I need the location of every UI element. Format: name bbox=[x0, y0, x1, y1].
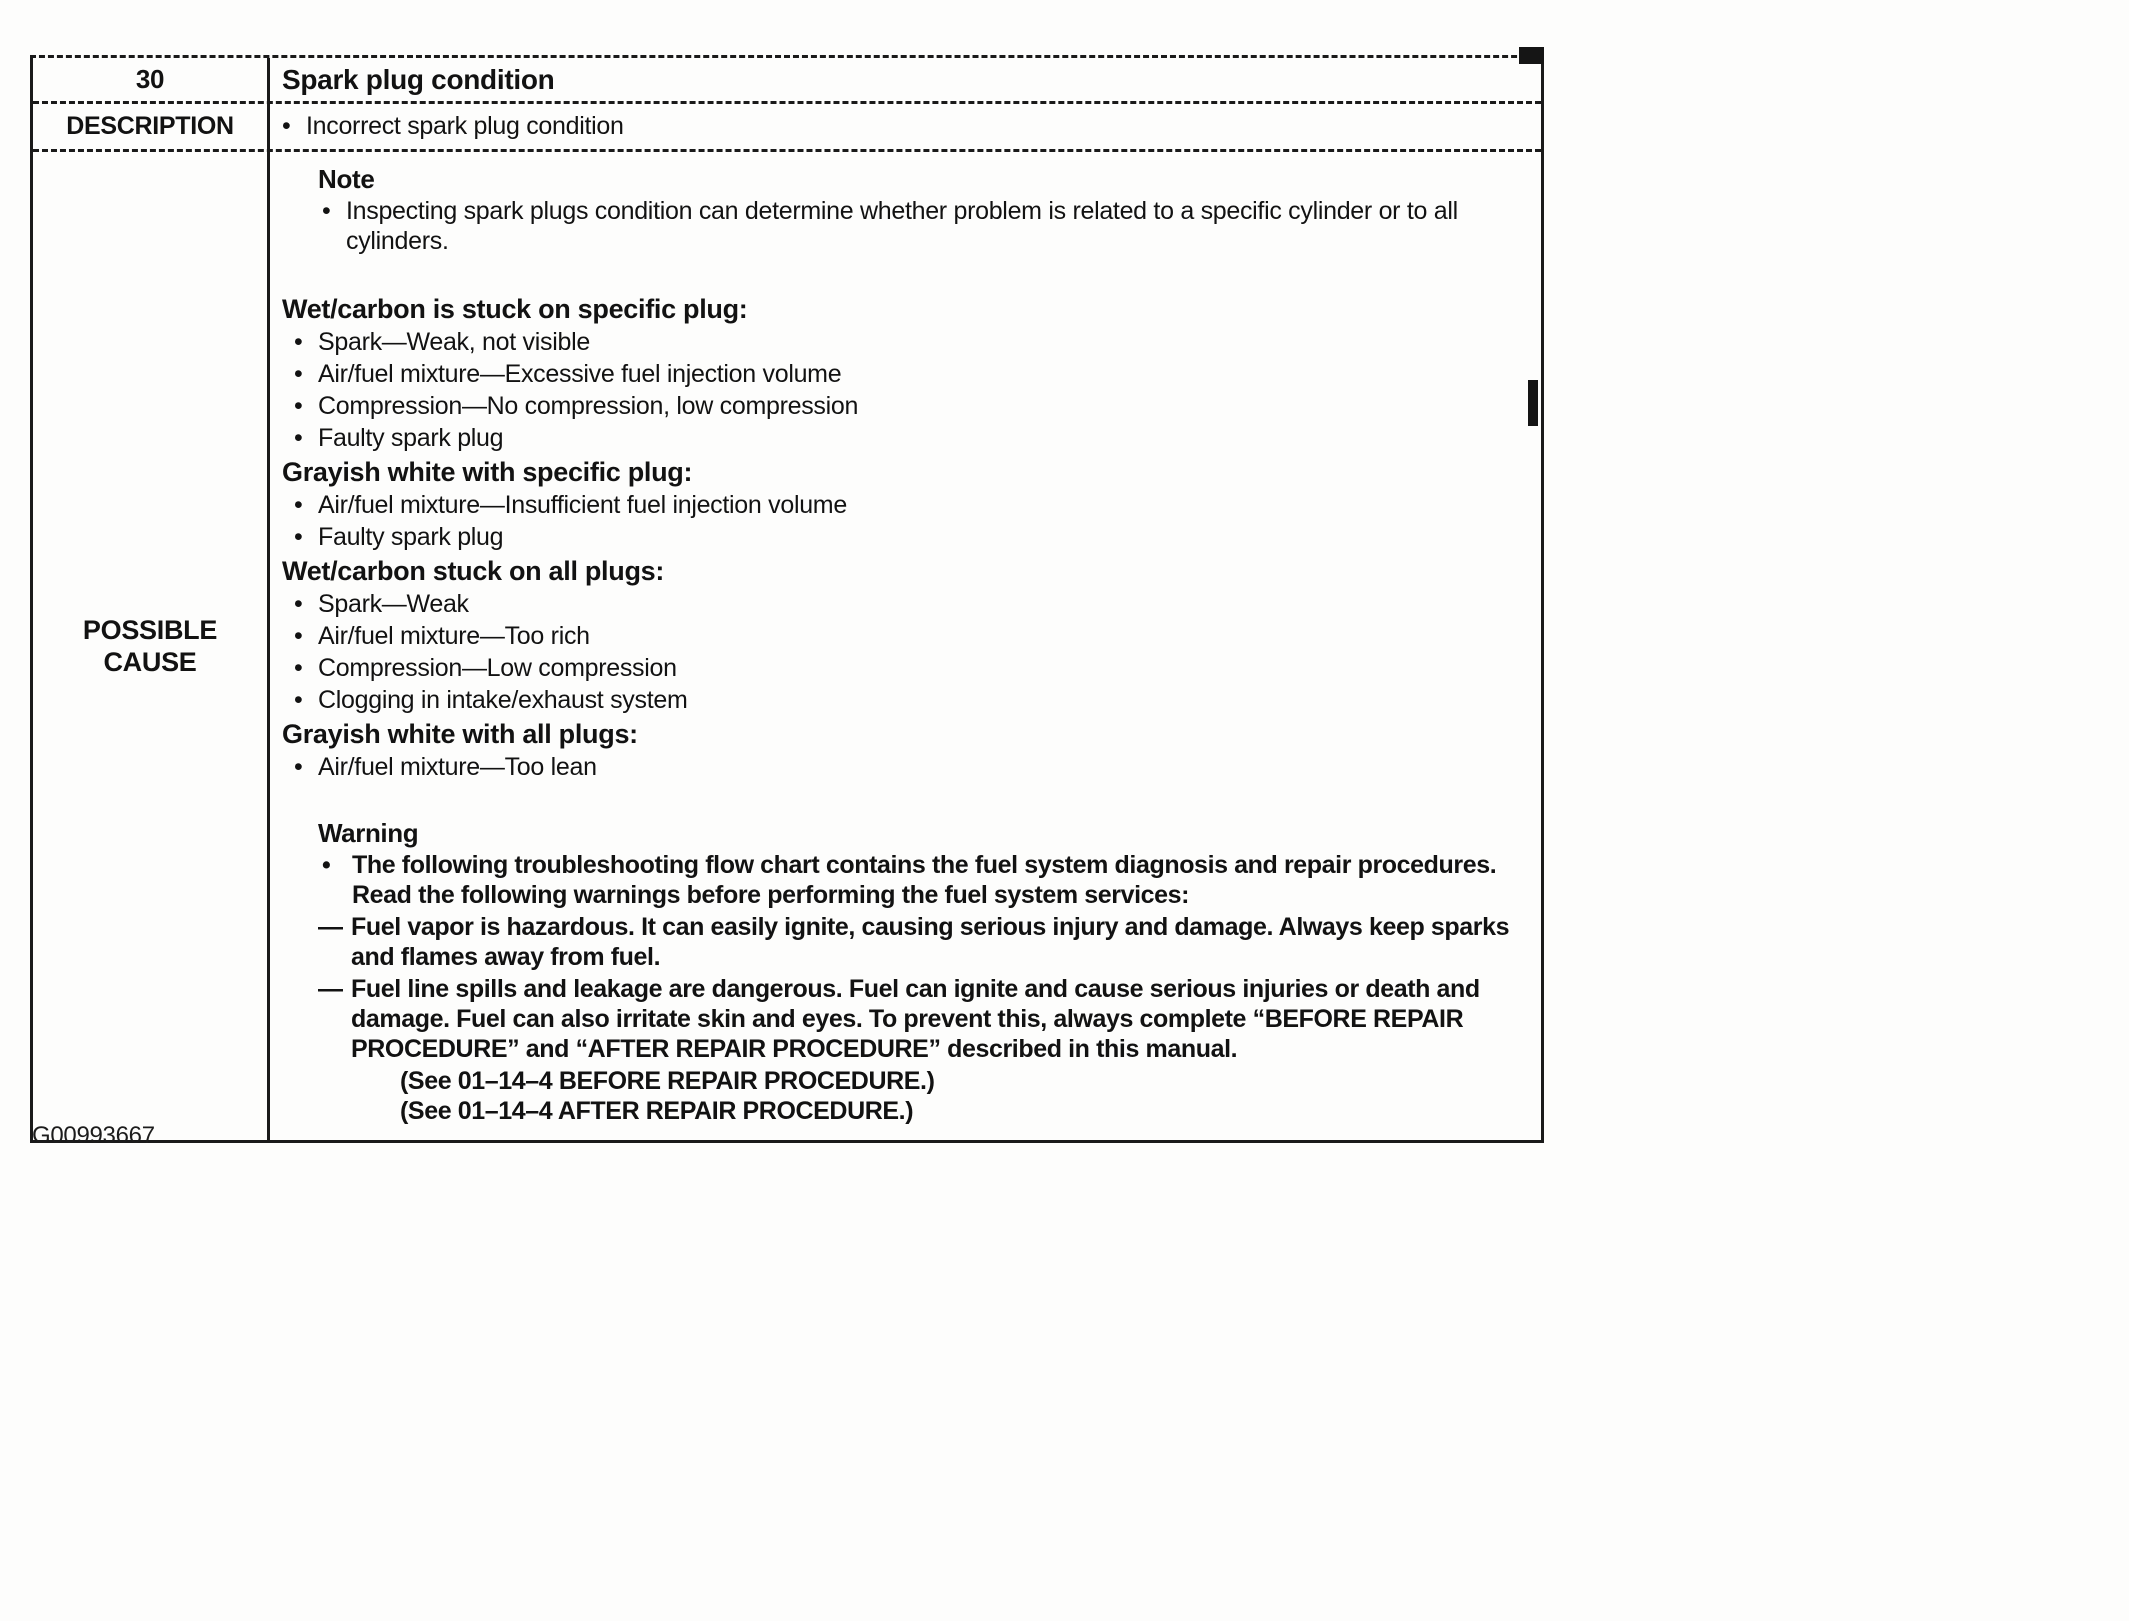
description-row bbox=[33, 104, 1541, 152]
possible-cause-content bbox=[270, 152, 1541, 1140]
reference-line: (See 01–14–4 AFTER REPAIR PROCEDURE.) bbox=[400, 1097, 914, 1125]
cause-bullet bbox=[290, 621, 1533, 651]
cause-text: Clogging in intake/exhaust system bbox=[318, 686, 688, 714]
header-row bbox=[33, 58, 1541, 104]
reference-line: (See 01–14–4 BEFORE REPAIR PROCEDURE.) bbox=[400, 1067, 935, 1095]
cause-text: Spark—Weak, not visible bbox=[318, 328, 590, 356]
item-number-cell: 30 bbox=[33, 58, 270, 101]
note-text: Inspecting spark plugs condition can determine whether problem is related to a specific cylinder or to all cylinders. bbox=[346, 197, 1458, 255]
section-heading: Grayish white with specific plug: bbox=[282, 457, 693, 487]
bullet-icon: • bbox=[294, 424, 303, 452]
cause-bullet bbox=[290, 752, 1533, 782]
possible-cause-label bbox=[33, 152, 270, 1140]
bullet-icon: • bbox=[294, 622, 303, 650]
bullet-icon: • bbox=[294, 392, 303, 420]
note-bullet bbox=[318, 196, 1533, 256]
warning-dash-text: Fuel line spills and leakage are dangerous. Fuel can ignite and cause serious injuries or death and damage. Fuel can also irritate skin and eyes. To prevent this, always complete “BEFORE REPAIR PROCEDURE” and “AFTER REPAIR PROCEDURE” described in this manual. bbox=[351, 975, 1480, 1063]
cause-bullet bbox=[290, 589, 1533, 619]
bullet-icon: • bbox=[294, 590, 303, 618]
scan-artifact bbox=[1519, 47, 1544, 64]
cause-section-grayish-specific bbox=[278, 456, 1533, 552]
description-label: DESCRIPTION bbox=[33, 104, 270, 149]
description-content bbox=[270, 104, 1541, 149]
cause-section-grayish-all bbox=[278, 718, 1533, 782]
cause-section-wet-carbon-all bbox=[278, 555, 1533, 715]
cause-bullet bbox=[290, 391, 1533, 421]
cause-bullet bbox=[290, 685, 1533, 715]
warning-intro-text: The following troubleshooting flow chart contains the fuel system diagnosis and repair procedures. Read the following warnings before performing the fuel system services: bbox=[352, 851, 1497, 909]
cause-text: Air/fuel mixture—Excessive fuel injection volume bbox=[318, 360, 842, 388]
warning-intro-bullet bbox=[318, 850, 1533, 910]
possible-cause-label-line2: CAUSE bbox=[103, 647, 197, 677]
cause-bullet bbox=[290, 423, 1533, 453]
cause-bullet bbox=[290, 653, 1533, 683]
bullet-icon: • bbox=[294, 328, 303, 356]
cause-section-wet-carbon-specific bbox=[278, 293, 1533, 453]
warning-dash-item bbox=[318, 912, 1533, 972]
cause-bullet bbox=[290, 490, 1533, 520]
dash-icon: — bbox=[318, 913, 343, 941]
cause-text: Air/fuel mixture—Too lean bbox=[318, 753, 597, 781]
item-title: Spark plug condition bbox=[282, 63, 555, 95]
bullet-icon: • bbox=[322, 197, 331, 225]
figure-id: G00993667 bbox=[32, 1122, 155, 1149]
spacer bbox=[278, 258, 1533, 290]
bullet-icon: • bbox=[322, 851, 331, 879]
warning-dash-item bbox=[318, 974, 1533, 1064]
section-heading: Wet/carbon is stuck on specific plug: bbox=[282, 294, 748, 324]
bullet-icon: • bbox=[294, 753, 303, 781]
possible-cause-row bbox=[33, 152, 1541, 1140]
warning-title: Warning bbox=[318, 818, 419, 848]
section-heading: Grayish white with all plugs: bbox=[282, 719, 638, 749]
possible-cause-label-line1: POSSIBLE bbox=[82, 614, 218, 645]
bullet-icon: • bbox=[294, 523, 303, 551]
cause-text: Spark—Weak bbox=[318, 590, 469, 618]
description-text: Incorrect spark plug condition bbox=[306, 112, 624, 140]
cause-bullet bbox=[290, 359, 1533, 389]
cause-text: Faulty spark plug bbox=[318, 424, 504, 452]
troubleshooting-table bbox=[30, 55, 1544, 1143]
note-title: Note bbox=[318, 164, 375, 194]
cause-text: Air/fuel mixture—Too rich bbox=[318, 622, 590, 650]
dash-icon: — bbox=[318, 975, 343, 1003]
section-heading: Wet/carbon stuck on all plugs: bbox=[282, 556, 665, 586]
warning-dash-text: Fuel vapor is hazardous. It can easily ignite, causing serious injury and damage. Always keep sparks and flames away from fuel. bbox=[351, 913, 1510, 971]
bullet-icon: • bbox=[294, 686, 303, 714]
cause-bullet bbox=[290, 327, 1533, 357]
spacer bbox=[278, 784, 1533, 816]
scan-artifact bbox=[1528, 380, 1538, 426]
cause-bullet bbox=[290, 522, 1533, 552]
cause-text: Faulty spark plug bbox=[318, 523, 504, 551]
note-block bbox=[318, 164, 1533, 256]
bullet-icon: • bbox=[294, 360, 303, 388]
cause-text: Compression—No compression, low compression bbox=[318, 392, 859, 420]
bullet-icon: • bbox=[282, 112, 291, 140]
cause-text: Air/fuel mixture—Insufficient fuel injection volume bbox=[318, 491, 847, 519]
cause-text: Compression—Low compression bbox=[318, 654, 677, 682]
bullet-icon: • bbox=[294, 654, 303, 682]
description-bullet bbox=[278, 112, 1531, 141]
bullet-icon: • bbox=[294, 491, 303, 519]
warning-block bbox=[318, 818, 1533, 1126]
